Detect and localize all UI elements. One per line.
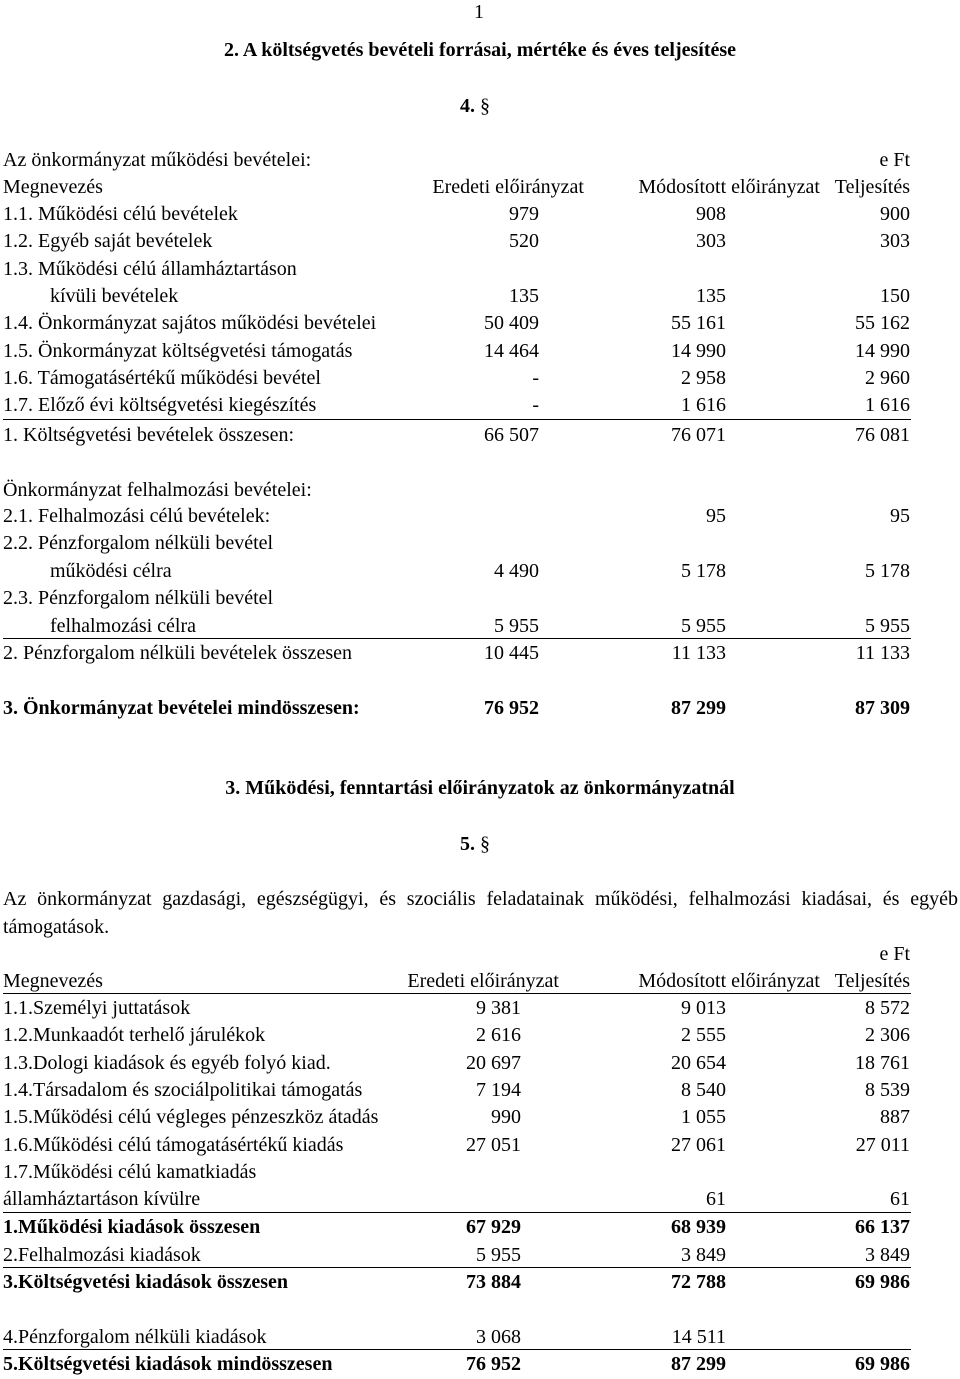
column-header-modified: Módosított előirányzat xyxy=(638,176,820,198)
modified-value: 8 540 xyxy=(681,1078,726,1101)
subtotal-underline xyxy=(3,1212,911,1213)
unit-label: e Ft xyxy=(879,149,910,171)
actual-value: 14 990 xyxy=(855,339,910,362)
original-value: 50 409 xyxy=(484,312,539,335)
modified-value: 908 xyxy=(696,203,726,225)
original-value: 990 xyxy=(491,1106,521,1129)
actual-value: 61 xyxy=(890,1188,910,1211)
paragraph-symbol: § xyxy=(480,833,490,855)
actual-value: 2 306 xyxy=(865,1024,910,1047)
column-header-original: Eredeti előirányzat xyxy=(407,970,559,992)
original-value: 3 068 xyxy=(476,1326,521,1348)
section-2-paragraph-number xyxy=(460,94,490,118)
actual-value: 5 178 xyxy=(865,560,910,582)
actual-value: 69 986 xyxy=(855,1353,910,1375)
actual-value: 55 162 xyxy=(855,312,910,335)
modified-value: 2 555 xyxy=(681,1024,726,1047)
actual-value: 27 011 xyxy=(855,1133,910,1156)
original-value: 9 381 xyxy=(476,997,521,1019)
original-value: 7 194 xyxy=(476,1078,521,1101)
modified-value: 87 299 xyxy=(671,1353,726,1375)
operating-underline xyxy=(3,419,911,420)
actual-value: 3 849 xyxy=(865,1244,910,1266)
actual-value: 66 137 xyxy=(855,1216,910,1238)
actual-value: 2 960 xyxy=(865,366,910,389)
section-3-intro: Az önkormányzat gazdasági, egészségügyi, és szociális feladatainak működési, felhalmozási kiadásai, és egyéb támogatások. xyxy=(3,888,958,938)
modified-value: 20 654 xyxy=(671,1051,726,1074)
modified-value: 5 955 xyxy=(681,615,726,637)
row-label: 1.1. Működési célú bevételek xyxy=(3,203,238,225)
row-label: 1.6.Működési célú támogatásértékű kiadás xyxy=(3,1133,344,1156)
row-label: 2.2. Pénzforgalom nélküli bevétel xyxy=(3,532,274,554)
original-value: 73 884 xyxy=(466,1271,521,1293)
section-2-title: 2. A költségvetés bevételi forrásai, mértéke és éves teljesítése xyxy=(223,39,737,61)
row-label: 4.Pénzforgalom nélküli kiadások xyxy=(3,1326,267,1348)
original-value: - xyxy=(532,394,539,417)
row-label: 1. Költségvetési bevételek összesen: xyxy=(3,424,295,446)
actual-value: 18 761 xyxy=(855,1051,910,1074)
actual-value: 5 955 xyxy=(865,615,910,637)
section-3-paragraph-number xyxy=(460,832,490,856)
actual-value: 1 616 xyxy=(865,394,910,417)
original-value: 5 955 xyxy=(476,1244,521,1266)
actual-value: 150 xyxy=(880,284,910,307)
header-underline xyxy=(3,993,911,994)
original-value: 20 697 xyxy=(466,1051,521,1074)
original-value: 5 955 xyxy=(494,615,539,637)
final-underline xyxy=(3,1349,911,1350)
modified-value: 9 013 xyxy=(681,997,726,1019)
modified-value: 87 299 xyxy=(671,697,726,719)
row-label: felhalmozási célra xyxy=(50,615,197,637)
column-header-modified: Módosított előirányzat xyxy=(638,970,820,992)
actual-value: 887 xyxy=(880,1106,910,1129)
modified-value: 27 061 xyxy=(671,1133,726,1156)
modified-value: 135 xyxy=(696,284,726,307)
row-label: 2.1. Felhalmozási célú bevételek: xyxy=(3,505,271,527)
operating-revenue-heading: Az önkormányzat működési bevételei: xyxy=(3,149,312,171)
paragraph-symbol: § xyxy=(480,95,490,117)
original-value: 76 952 xyxy=(484,697,539,719)
modified-value: 72 788 xyxy=(671,1271,726,1293)
modified-value: 14 511 xyxy=(671,1326,726,1348)
page-number: 1 xyxy=(474,1,484,23)
original-value: - xyxy=(532,366,539,389)
row-label: 1.1.Személyi juttatások xyxy=(3,997,191,1019)
capital-revenue-heading: Önkormányzat felhalmozási bevételei: xyxy=(3,479,312,501)
capital-underline xyxy=(3,638,911,639)
original-value: 67 929 xyxy=(466,1216,521,1238)
modified-value: 68 939 xyxy=(671,1216,726,1238)
actual-value: 87 309 xyxy=(855,697,910,719)
total-underline xyxy=(3,1267,911,1268)
modified-value: 3 849 xyxy=(681,1244,726,1266)
original-value: 27 051 xyxy=(466,1133,521,1156)
actual-value: 303 xyxy=(880,230,910,253)
modified-value: 55 161 xyxy=(671,312,726,335)
modified-value: 303 xyxy=(696,230,726,253)
original-value: 66 507 xyxy=(484,424,539,446)
row-label: 3.Költségvetési kiadások összesen xyxy=(3,1271,288,1293)
row-label: 2. Pénzforgalom nélküli bevételek összesen xyxy=(3,642,352,664)
original-value: 76 952 xyxy=(466,1353,521,1375)
original-value: 135 xyxy=(509,284,539,307)
section-3-title: 3. Működési, fenntartási előirányzatok az önkormányzatnál xyxy=(225,777,735,799)
column-header-original: Eredeti előirányzat xyxy=(432,176,584,198)
row-label: kívüli bevételek xyxy=(50,284,179,307)
row-label: 1.4.Társadalom és szociálpolitikai támogatás xyxy=(3,1078,363,1101)
original-value: 979 xyxy=(509,203,539,225)
column-header-actual: Teljesítés xyxy=(834,176,910,198)
actual-value: 69 986 xyxy=(855,1271,910,1293)
row-label: 5.Költségvetési kiadások mindösszesen xyxy=(3,1353,333,1375)
modified-value: 1 055 xyxy=(681,1106,726,1129)
column-header-name: Megnevezés xyxy=(3,176,103,198)
actual-value: 11 133 xyxy=(855,642,910,664)
actual-value: 8 539 xyxy=(865,1078,910,1101)
row-label: államháztartáson kívülre xyxy=(3,1188,201,1211)
paragraph-number: 5. xyxy=(460,833,475,855)
row-label: 1.Működési kiadások összesen xyxy=(3,1216,261,1238)
row-label: 1.4. Önkormányzat sajátos működési bevételei xyxy=(3,312,377,335)
actual-value: 8 572 xyxy=(865,997,910,1019)
row-label: 1.3.Dologi kiadások és egyéb folyó kiad. xyxy=(3,1051,331,1074)
row-label: 1.5.Működési célú végleges pénzeszköz átadás xyxy=(3,1106,379,1129)
row-label: 1.3. Működési célú államháztartáson xyxy=(3,257,297,280)
row-label: 1.6. Támogatásértékű működési bevétel xyxy=(3,366,321,389)
paragraph-number: 4. xyxy=(460,95,475,117)
row-label: 2.3. Pénzforgalom nélküli bevétel xyxy=(3,587,274,609)
modified-value: 2 958 xyxy=(681,366,726,389)
actual-value: 900 xyxy=(880,203,910,225)
unit-label: e Ft xyxy=(879,943,910,965)
row-label: 1.7. Előző évi költségvetési kiegészítés xyxy=(3,394,317,417)
modified-value: 61 xyxy=(706,1188,726,1211)
row-label: 1.2.Munkaadót terhelő járulékok xyxy=(3,1024,266,1047)
row-label: 2.Felhalmozási kiadások xyxy=(3,1244,201,1266)
row-label: 1.7.Működési célú kamatkiadás xyxy=(3,1160,257,1183)
row-label: 1.2. Egyéb saját bevételek xyxy=(3,230,213,253)
original-value: 10 445 xyxy=(484,642,539,664)
actual-value: 76 081 xyxy=(855,424,910,446)
modified-value: 95 xyxy=(706,505,726,527)
original-value: 2 616 xyxy=(476,1024,521,1047)
modified-value: 11 133 xyxy=(671,642,726,664)
original-value: 520 xyxy=(509,230,539,253)
row-label: 1.5. Önkormányzat költségvetési támogatás xyxy=(3,339,353,362)
column-header-name: Megnevezés xyxy=(3,970,103,992)
actual-value: 95 xyxy=(890,505,910,527)
modified-value: 5 178 xyxy=(681,560,726,582)
original-value: 4 490 xyxy=(494,560,539,582)
modified-value: 1 616 xyxy=(681,394,726,417)
modified-value: 14 990 xyxy=(671,339,726,362)
original-value: 14 464 xyxy=(484,339,539,362)
modified-value: 76 071 xyxy=(671,424,726,446)
row-label: 3. Önkormányzat bevételei mindösszesen: xyxy=(3,697,360,719)
row-label: működési célra xyxy=(50,560,172,582)
column-header-actual: Teljesítés xyxy=(834,970,910,992)
